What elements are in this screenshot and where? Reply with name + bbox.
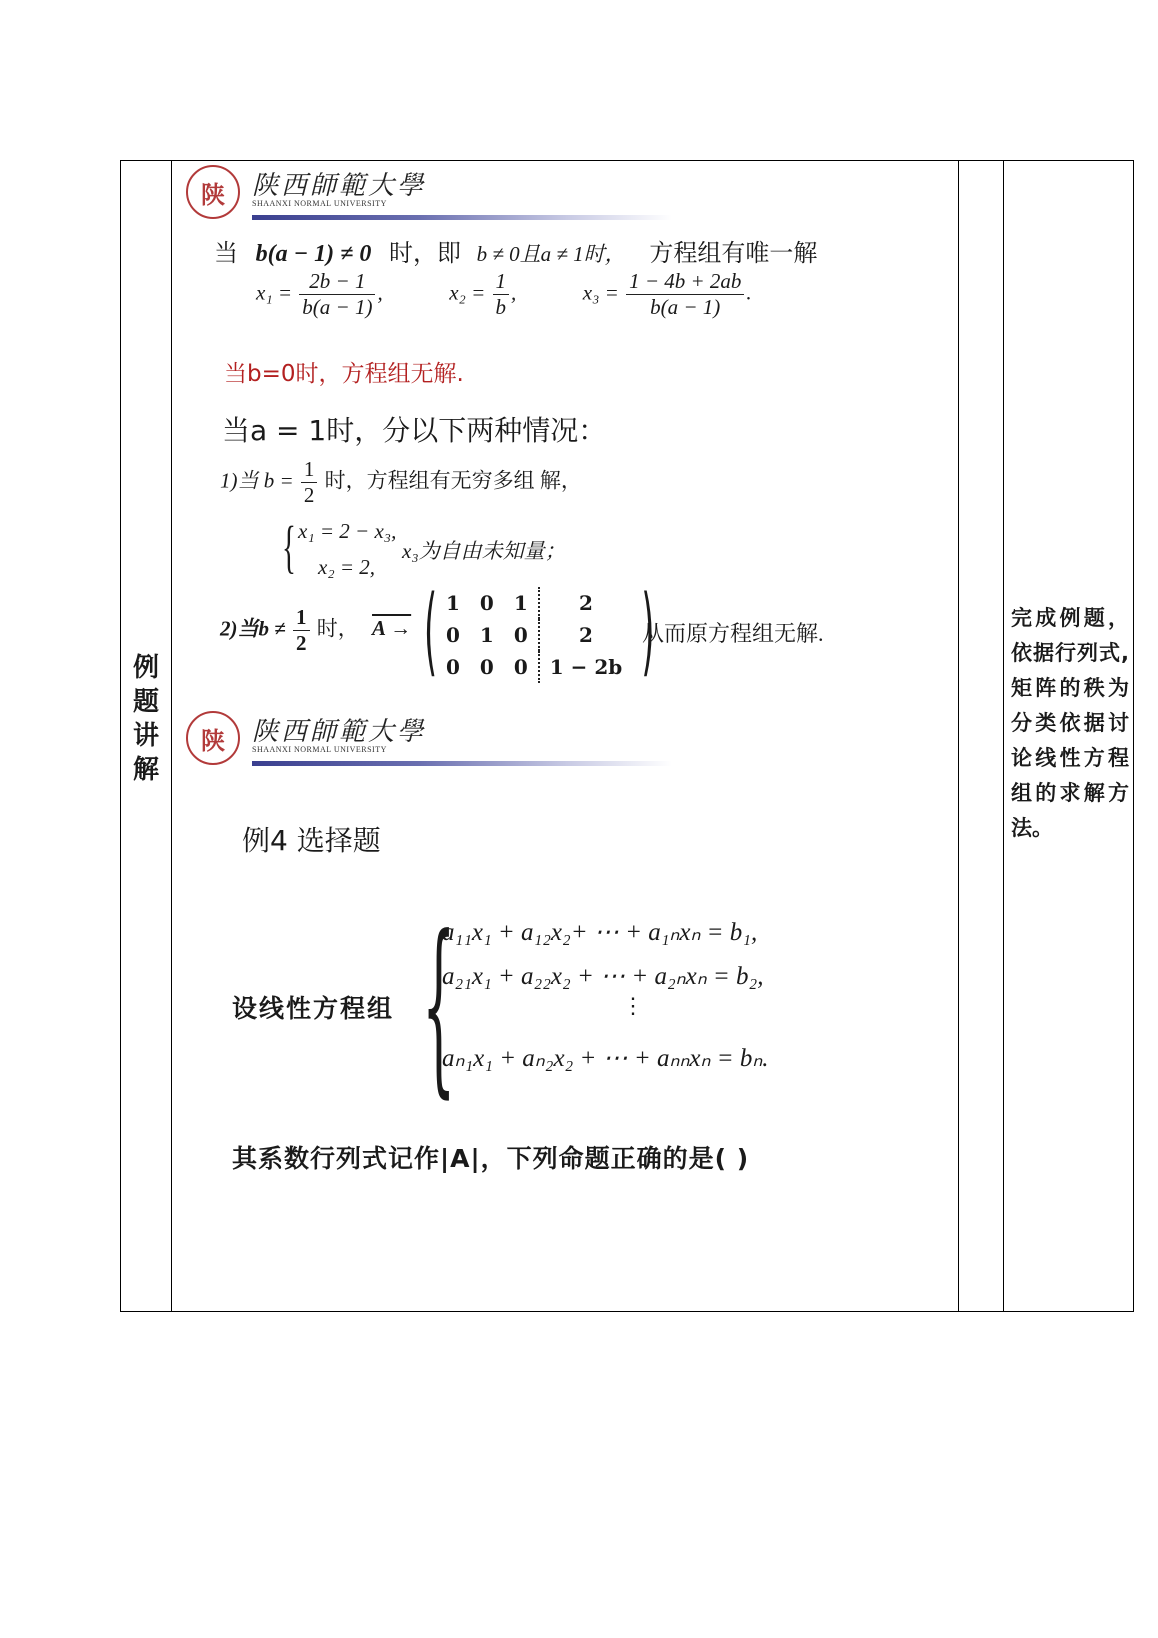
logo-name-en: SHAANXI NORMAL UNIVERSITY xyxy=(252,745,387,754)
column-divider xyxy=(1003,161,1004,1311)
university-seal-icon: 陕 xyxy=(186,165,240,219)
case-heading: 当a = 1时，分以下两种情况： xyxy=(222,414,607,447)
university-seal-icon: 陕 xyxy=(186,711,240,765)
slide-1: 陕 陕西師範大學 SHAANXI NORMAL UNIVERSITY 当 b(a − 1) ≠ 0 时，即 b ≠ 0且a ≠ 1时， 方程组有唯一解 x₁ = $\frac{2b - 1}{b(a - 1)}$ , x₂ = $\frac{1}{b}$ , x₃ = $\frac{1 - 4b + 2ab}{b(a - 1)}$ . 当b=0时，方程组无解. 当a = 1时，分以下两种情况： 1)当 b = $\frac{1}{2}$ 时，方程组有无穷多组 解， { x₁ = 2 − x₃, x₂ = 2, x₃为自由未知量； 2)当b ≠ $\frac{1}{2}$ 时， A → ( 1 0 1 2 0 1 0 2 0 0 0 1 − 2b ) 从而原方程组无解. xyxy=(186,163,946,703)
equation-n: aₙ₁x₁ + aₙ₂x₂ + ⋯ + aₙₙxₙ = bₙ. xyxy=(442,1045,769,1072)
equation-1: a₁₁x₁ + a₁₂x₂+ ⋯ + a₁ₙxₙ = b₁, xyxy=(442,919,758,946)
matrix-row: 1 0 1 2 xyxy=(436,587,632,619)
system-brace: { xyxy=(422,896,456,1115)
case-2-result: 从而原方程组无解. xyxy=(642,621,824,646)
logo-name-cn: 陕西師範大學 xyxy=(252,171,427,201)
slide-2 xyxy=(186,709,946,1269)
unique-solution-line: 当 b(a − 1) ≠ 0 时，即 b ≠ 0且a ≠ 1时， 方程组有唯一解 xyxy=(214,239,818,267)
column-divider xyxy=(958,161,959,1311)
no-solution-line: 当b=0时，方程组无解. xyxy=(224,361,464,387)
case-2-line: 2)当b ≠ $\frac{1}{2}$ 时， A → xyxy=(220,605,412,655)
vertical-dots: ⋮ xyxy=(622,993,644,1018)
university-logo xyxy=(186,709,666,767)
augmented-matrix: ( 1 0 1 2 0 1 0 2 0 0 0 1 − 2b ) xyxy=(424,575,655,687)
logo-name-cn: 陕西師範大學 xyxy=(252,717,427,747)
case-1-line: 1)当 b = $\frac{1}{2}$ 时，方程组有无穷多组 解， xyxy=(220,457,582,507)
system-label: 设线性方程组 xyxy=(232,994,395,1023)
teaching-note: 完成例题，依据行列式,矩阵的秩为分类依据讨论线性方程组的求解方法。 xyxy=(1011,606,1129,840)
row-label: 例 题 讲 解 xyxy=(132,653,159,785)
lesson-table xyxy=(120,160,1134,1312)
example-title: 例4 选择题 xyxy=(242,824,381,857)
logo-underline xyxy=(252,761,672,766)
question-text: 其系数行列式记作|A|，下列命题正确的是( ) xyxy=(232,1144,750,1173)
matrix-row: 0 0 0 1 − 2b xyxy=(436,651,632,683)
logo-underline xyxy=(252,215,672,220)
university-logo xyxy=(186,163,666,221)
logo-name-en: SHAANXI NORMAL UNIVERSITY xyxy=(252,199,387,208)
solution-formulas: x₁ = $\frac{2b - 1}{b(a - 1)}$ , x₂ = $\frac{1}{b}$ , x₃ = $\frac{1 - 4b + 2ab}{b(a - 1)}$ . xyxy=(256,269,752,319)
matrix-row: 0 1 0 2 xyxy=(436,619,632,651)
equation-2: a₂₁x₁ + a₂₂x₂ + ⋯ + a₂ₙxₙ = b₂, xyxy=(442,963,764,990)
column-divider xyxy=(171,161,172,1311)
